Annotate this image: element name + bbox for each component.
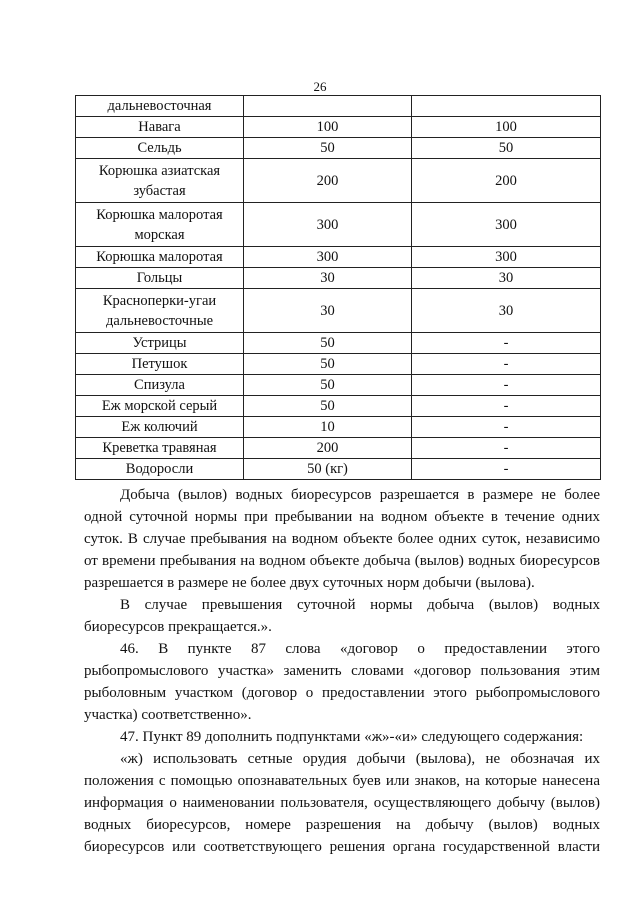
norm-value-cell: 300 — [412, 247, 601, 268]
table-row — [76, 417, 601, 438]
species-name-cell: Креветка травяная — [76, 438, 244, 459]
norm-value-cell: 30 — [244, 268, 412, 289]
paragraph: 46. В пункте 87 слова «договор о предоставлении этого рыбопромыслового участка» заменить словами «договор пользования этим рыболовным участком (договор о предоставлении этого рыбопромыслового участка) соответственно». — [84, 641, 600, 723]
page-number: 26 — [313, 79, 327, 94]
norm-value-cell: 300 — [412, 203, 601, 247]
norm-value-cell: - — [412, 417, 601, 438]
norm-value-cell: 300 — [244, 247, 412, 268]
species-name-cell: Гольцы — [76, 268, 244, 289]
paragraph: Добыча (вылов) водных биоресурсов разрешается в размере не более одной суточной нормы при пребывании на водном объекте в течение одних суток. В случае пребывания на водном объекте более одних суток, независимо от времени пребывания на водном объекте добыча (вылов) водных биоресурсов разрешается в размере не более двух суточных норм добычи (вылова). — [84, 487, 600, 591]
table-row — [76, 268, 601, 289]
table-row — [76, 247, 601, 268]
norm-value-cell: 50 — [244, 396, 412, 417]
norm-value-cell: 200 — [244, 159, 412, 203]
norm-value-cell: 30 — [412, 289, 601, 333]
table-row — [76, 289, 601, 333]
norm-value-cell: 200 — [244, 438, 412, 459]
document-body — [84, 484, 600, 858]
norm-value-cell: 50 — [412, 138, 601, 159]
table-row — [76, 396, 601, 417]
table-row — [76, 117, 601, 138]
table-row — [76, 138, 601, 159]
species-name-cell: Еж морской серый — [76, 396, 244, 417]
species-name-cell: Красноперки-угаи дальневосточные — [76, 289, 244, 333]
norm-value-cell: 30 — [412, 268, 601, 289]
table-row — [76, 438, 601, 459]
norm-value-cell: - — [412, 396, 601, 417]
norm-value-cell: 30 — [244, 289, 412, 333]
table-row — [76, 354, 601, 375]
norm-value-cell: - — [412, 333, 601, 354]
table-row — [76, 203, 601, 247]
norm-value-cell: 50 — [244, 333, 412, 354]
norm-value-cell: 50 — [244, 375, 412, 396]
norm-value-cell: 50 — [244, 138, 412, 159]
species-name-cell: Устрицы — [76, 333, 244, 354]
species-name-cell: Петушок — [76, 354, 244, 375]
norm-value-cell: - — [412, 459, 601, 480]
norm-value-cell: 50 — [244, 354, 412, 375]
species-name-cell: Еж колючий — [76, 417, 244, 438]
table-row — [76, 459, 601, 480]
norm-value-cell: 10 — [244, 417, 412, 438]
norm-value-cell — [412, 96, 601, 117]
species-norms-table — [75, 95, 601, 480]
table-row — [76, 375, 601, 396]
species-name-cell: Спизула — [76, 375, 244, 396]
norm-value-cell: - — [412, 438, 601, 459]
norm-value-cell: - — [412, 354, 601, 375]
table-row — [76, 96, 601, 117]
norm-value-cell: 100 — [412, 117, 601, 138]
norm-value-cell — [244, 96, 412, 117]
species-name-cell: дальневосточная — [76, 96, 244, 117]
table-row — [76, 159, 601, 203]
species-name-cell: Корюшка малоротая — [76, 247, 244, 268]
species-name-cell: Корюшка малоротая морская — [76, 203, 244, 247]
norm-value-cell: 100 — [244, 117, 412, 138]
paragraph: «ж) использовать сетные орудия добычи (вылова), не обозначая их положения с помощью опознавательных буев или знаков, на которые нанесена информация о наименовании пользователя, осуществляющего добычу (вылов) водных биоресурсов, номере разрешения на добычу (вылов) водных биоресурсов или соответствующего решения органа государственной власти — [84, 751, 600, 855]
species-name-cell: Навага — [76, 117, 244, 138]
species-name-cell: Корюшка азиатская зубастая — [76, 159, 244, 203]
norm-value-cell: - — [412, 375, 601, 396]
norm-value-cell: 200 — [412, 159, 601, 203]
paragraph: В случае превышения суточной нормы добыча (вылов) водных биоресурсов прекращается.». — [84, 597, 600, 635]
species-name-cell: Водоросли — [76, 459, 244, 480]
species-name-cell: Сельдь — [76, 138, 244, 159]
norm-value-cell: 300 — [244, 203, 412, 247]
norm-value-cell: 50 (кг) — [244, 459, 412, 480]
table-body — [76, 96, 601, 480]
table-row — [76, 333, 601, 354]
paragraph: 47. Пункт 89 дополнить подпунктами «ж»-«и» следующего содержания: — [120, 729, 584, 745]
